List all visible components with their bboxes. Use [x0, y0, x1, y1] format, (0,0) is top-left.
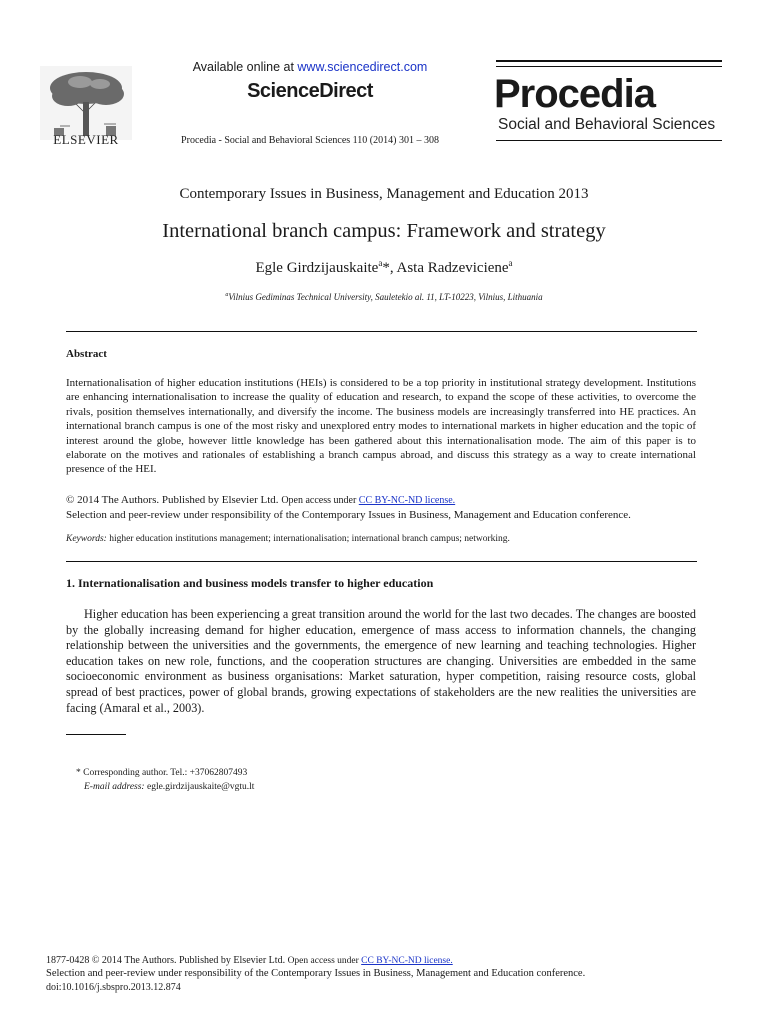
keywords: [66, 534, 706, 544]
affiliation-mark: a: [225, 292, 229, 298]
footer-license-link[interactable]: CC BY-NC-ND license.: [361, 956, 453, 966]
author-1: Egle Girdzijauskaite: [255, 260, 379, 276]
paper-title: International branch campus: Framework and strategy: [162, 220, 606, 242]
procedia-bottom-rule: [496, 140, 722, 141]
author-2-affil-mark: a: [508, 258, 513, 268]
abstract-text: Internationalisation of higher education institutions (HEIs) is considered to be a top priority in institutional strategy development. Institutions are enhancing internationalisation to increase the quality of education and research, to expand the scope of these activities, to overcome the rivals, position themselves internationally, and diversify the income. The business models are increasingly transferred into HE practices. An international branch campus is one of the most risky and unexplored entry modes to international markets in higher education and the topic of interest around the globe, however little knowledge has been gathered about this internationalisation mode. The aim of this paper is to elaborate on the motives and rationales of establishing a branch campus abroad, and discuss this strategy as a way to create international presence of the HEI.: [66, 377, 696, 476]
corresponding-author-note: * Corresponding author. Tel.: +37062807493: [76, 768, 248, 778]
procedia-logo: Procedia: [494, 72, 655, 116]
journal-reference: Procedia - Social and Behavioral Sciences 110 (2014) 301 – 308: [181, 135, 439, 146]
footer-doi: doi:10.1016/j.sbspro.2013.12.874: [46, 982, 181, 993]
conference-name: Contemporary Issues in Business, Management and Education 2013: [179, 186, 589, 202]
affiliation-text: Vilnius Gediminas Technical University, Sauletekio al. 11, LT-10223, Vilnius, Lithuania: [228, 292, 543, 302]
peer-review-text: Selection and peer-review under responsibility of the Contemporary Issues in Business, Management and Education conference.: [66, 509, 631, 522]
procedia-subtitle: Social and Behavioral Sciences: [498, 116, 716, 133]
elsevier-wordmark: ELSEVIER: [53, 132, 119, 147]
email-note: [84, 782, 254, 792]
sciencedirect-logo: ScienceDirect: [247, 80, 373, 102]
abstract-bottom-rule: [66, 561, 697, 562]
procedia-top-rule: [496, 60, 722, 62]
authors: [60, 258, 708, 277]
abstract-top-rule: [66, 331, 697, 332]
email-address: egle.girdzijauskaite@vgtu.lt: [144, 782, 255, 792]
author-1-affil-mark: a: [378, 258, 383, 268]
section-heading: 1. Internationalisation and business models transfer to higher education: [66, 576, 434, 590]
procedia-top-rule-thin: [496, 66, 722, 67]
copyright-text: © 2014 The Authors. Published by Elsevier Ltd.: [66, 494, 282, 506]
open-access-text: Open access under: [281, 495, 359, 506]
abstract-heading: Abstract: [66, 348, 107, 360]
footer-peer-review: Selection and peer-review under responsibility of the Contemporary Issues in Business, Management and Education conference.: [46, 968, 586, 979]
available-prefix: Available online at: [192, 60, 298, 74]
footer-copyright: [46, 955, 453, 966]
sciencedirect-link[interactable]: www.sciencedirect.com: [297, 60, 428, 74]
author-separator: *,: [382, 260, 397, 276]
affiliation: [60, 292, 708, 302]
footnote-rule: [66, 734, 126, 735]
license-link[interactable]: CC BY-NC-ND license.: [358, 495, 456, 506]
author-2: Asta Radzeviciene: [396, 260, 509, 276]
section-paragraph: Higher education has been experiencing a great transition around the world for the last two decades. The changes are boosted by the globally increasing demand for higher education, emergence of mass access to information channels, the changing relationship between the universities and the governments, the emergence of new learning and teaching technologies. Higher education takes on new role, functions, and the cooperation structures are changing. Universities are embedded in the same socioeconomic environment as business organisations: Market saturation, hyper competition, raising resource costs, global spread of best practices, power of global brands, growing expectations of stakeholders are the new realities the universities are facing (Amaral et al., 2003).: [66, 607, 696, 715]
available-online-line: [160, 60, 460, 74]
abstract-copyright: [66, 493, 706, 523]
email-label: E-mail address:: [84, 782, 145, 792]
keywords-list: higher education institutions management; internationalisation; international branch campus; networking.: [106, 534, 510, 544]
footer-issn-copyright: 1877-0428 © 2014 The Authors. Published by Elsevier Ltd.: [46, 955, 288, 966]
footer-open-access: Open access under: [287, 956, 362, 966]
keywords-label: Keywords:: [66, 534, 107, 544]
